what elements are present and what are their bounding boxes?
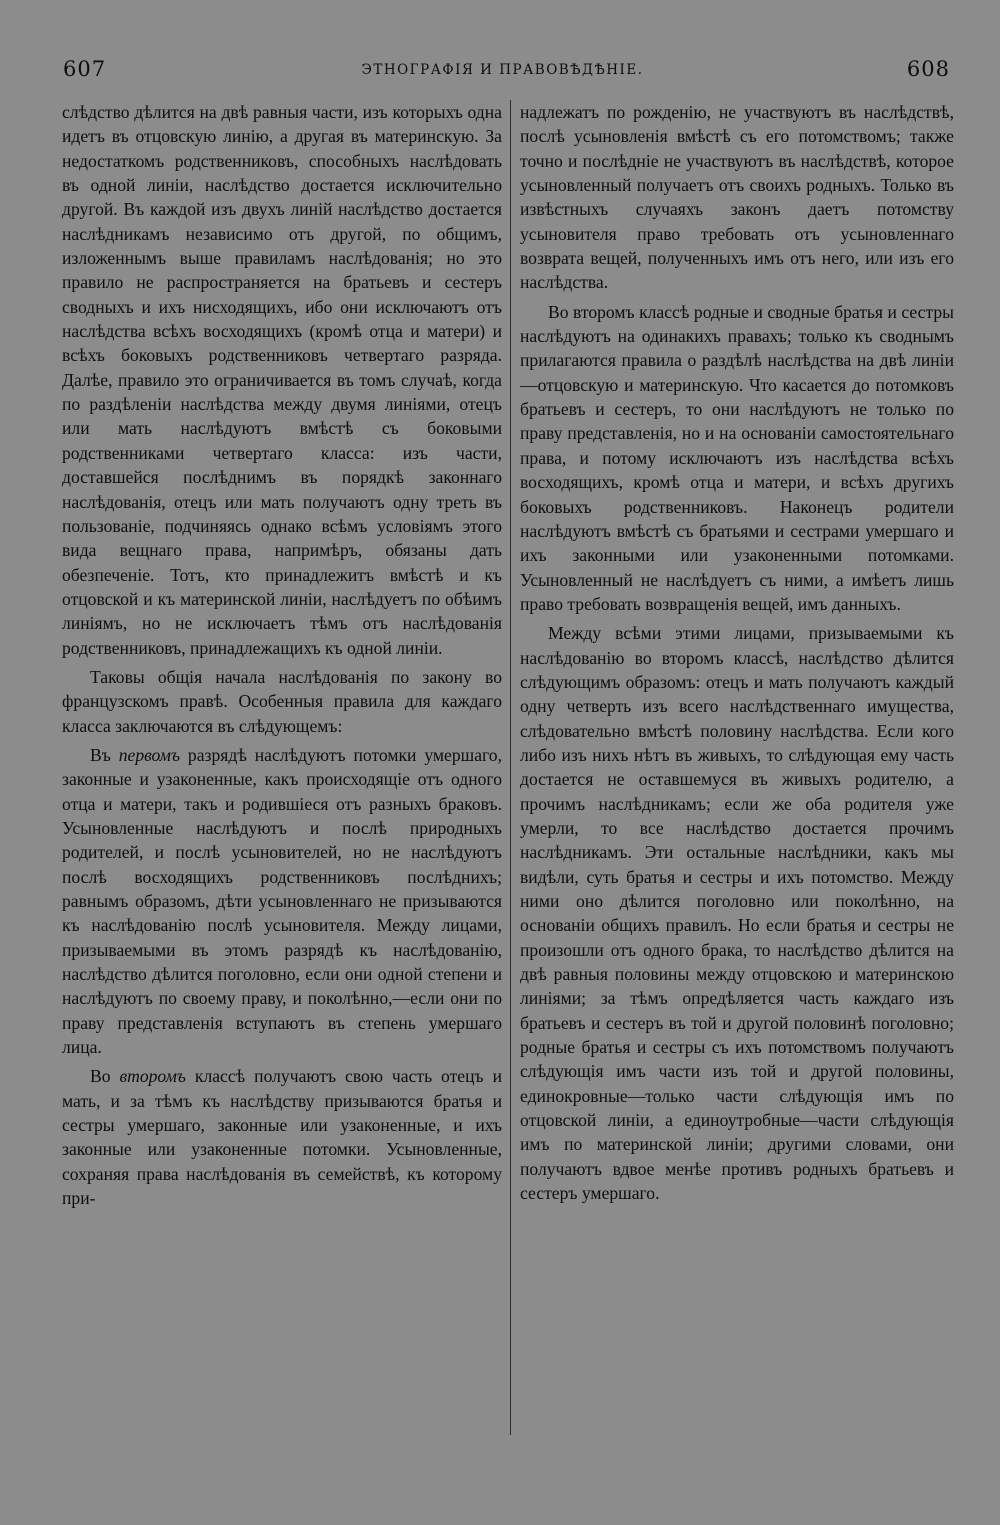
running-title: ЭТНОГРАФІЯ И ПРАВОВѢДѢНІЕ. [361,62,644,78]
paragraph-body: классѣ получаютъ свою часть отецъ и мать, и за тѣмъ къ наслѣдству призываются братья и сестры умершаго, законные или узаконенные, и ихъ законные или узаконенные потомки. Усыновленные, сохраняя права наслѣдованія въ семействѣ, къ которому при- [62,1066,503,1209]
right-paragraph-2: Во второмъ классѣ родные и сводные братья и сестры наслѣдуютъ на одинакихъ правахъ; только къ своднымъ прилагаются правила о раздѣлѣ наслѣдства на двѣ линіи —отцовскую и материнскую. Что касается до потомковъ братьевъ и сестеръ, то они наслѣдуютъ не только по праву представленія, но и на основаніи самостоятельнаго права, и потому исключаютъ изъ наслѣдства всѣхъ восходящихъ, кромѣ отца и матери, и всѣхъ другихъ боковыхъ родственниковъ. Наконецъ родители наслѣдуютъ вмѣстѣ съ братьями и сестрами умершаго и ихъ законными или узаконенными потомками. Усыновленный не наслѣдуетъ съ ними, а имѣетъ лишь право требовать возвращенія вещей, имъ данныхъ. [520,301,954,614]
emphasis-first: первомъ [118,744,181,765]
paragraph-lead: Во [90,1066,120,1087]
left-page-number: 607 [63,57,107,81]
right-paragraph-3: Между всѣми этими лицами, призываемыми къ наслѣдованію во второмъ классѣ, наслѣдство дѣлится слѣдующимъ образомъ: отецъ и мать получаютъ каждый одну четверть изъ всего наслѣдственнаго имущества, слѣдовательно вмѣстѣ половину наслѣдства. Если кого либо изъ нихъ нѣтъ въ живыхъ, то слѣдующая ему часть достается не оставшемуся въ живыхъ родителю, а прочимъ наслѣдникамъ; если же оба родителя уже умерли, то все наслѣдство достается прочимъ наслѣдникамъ. Эти остальные наслѣдники, какъ мы видѣли, суть братья и сестры и ихъ потомство. Между ними оно дѣлится поголовно или поколѣнно, на основаніи общихъ правилъ. Но если братья и сестры не произошли отъ одного брака, то наслѣдство дѣлится на двѣ равныя половины между отцовскою и материнскою линіями; за тѣмъ опредѣляется часть каждаго изъ братьевъ и сестеръ въ той и другой половинѣ поголовно; родные братья и сестры съ ихъ потомствомъ получаютъ слѣдующія имъ части изъ той и другой половины, единокровные—только части слѣдующія имъ по отцовской линіи, а единоутробные—части слѣдующія имъ по материнской линіи; другими словами, они получаютъ вдвое менѣе противъ родныхъ братьевъ и сестеръ умершаго. [520,623,954,1204]
column-divider [510,100,511,1435]
right-page-number: 608 [906,57,950,81]
left-paragraph-3 [62,743,502,1059]
right-column [520,100,954,1205]
page-header [55,57,950,87]
paragraph-lead: Въ [90,744,119,765]
right-paragraph-1: надлежатъ по рожденію, не участвуютъ въ наслѣдствѣ, послѣ усыновленія вмѣстѣ съ его потомствомъ; также точно и послѣдніе не участвуютъ въ наслѣдствѣ, которое усыновленный получаетъ отъ своихъ родныхъ. Только въ извѣстныхъ случаяхъ законъ даетъ потомству усыновителя право требовать отъ усыновленнаго возврата вещей, полученныхъ имъ отъ него, или изъ его наслѣдства. [520,102,954,293]
left-paragraph-2: Таковы общія начала наслѣдованія по закону во французскомъ правѣ. Особенныя правила для каждаго класса заключаются въ слѣдующемъ: [62,666,502,736]
left-paragraph-4 [62,1064,502,1210]
left-paragraph-1: слѣдство дѣлится на двѣ равныя части, изъ которыхъ одна идетъ въ отцовскую линію, а другая въ материнскую. За недостаткомъ родственниковъ, способныхъ наслѣдовать въ одной линіи, наслѣдство достается исключительно другой. Въ каждой изъ двухъ линій наслѣдство достается наслѣдникамъ независимо отъ другой, по общимъ, изложеннымъ выше правиламъ наслѣдованія; но это правило не распространяется на братьевъ и сестеръ сводныхъ и ихъ нисходящихъ, ибо они исключаютъ отъ наслѣдства всѣхъ восходящихъ (кромѣ отца и матери) и всѣхъ боковыхъ родственниковъ четвертаго разряда. Далѣе, правило это ограничивается въ томъ случаѣ, когда по раздѣленіи наслѣдства между двумя линіями, отецъ или мать наслѣдуютъ вмѣстѣ съ боковыми родственниками четвертаго класса: изъ части, доставшейся послѣднимъ въ порядкѣ законнаго наслѣдованія, отецъ или мать получаютъ одну треть въ пользованіе, подчиняясь однако всѣмъ условіямъ этого вида вещнаго права, напримѣръ, обязаны дать обезпеченіе. Тотъ, кто принадлежитъ вмѣстѣ и къ отцовской и къ материнской линіи, наслѣдуетъ по обѣимъ линіямъ, но не исключаетъ тѣмъ отъ наслѣдованія родственниковъ, принадлежащихъ къ одной линіи. [62,102,502,658]
left-column [62,100,502,1210]
paragraph-body: разрядѣ наслѣдуютъ потомки умершаго, законные и узаконенные, какъ происходящіе отъ одного отца и матери, такъ и родившіеся отъ разныхъ браковъ. Усыновленные наслѣдуютъ и послѣ природныхъ родителей, и послѣ усыновителей, но не наслѣдуютъ послѣ восходящихъ родственниковъ послѣднихъ; равнымъ образомъ, дѣти усыновленнаго не призываются къ наслѣдованію послѣ усыновителя. Между лицами, призываемыми въ этомъ разрядѣ къ наслѣдованію, наслѣдство дѣлится поголовно, если они одной степени и наслѣдуютъ по своему праву, и поколѣнно,—если они по праву представленія вступаютъ въ степень умершаго лица. [62,744,502,1058]
emphasis-second: второмъ [119,1066,186,1087]
